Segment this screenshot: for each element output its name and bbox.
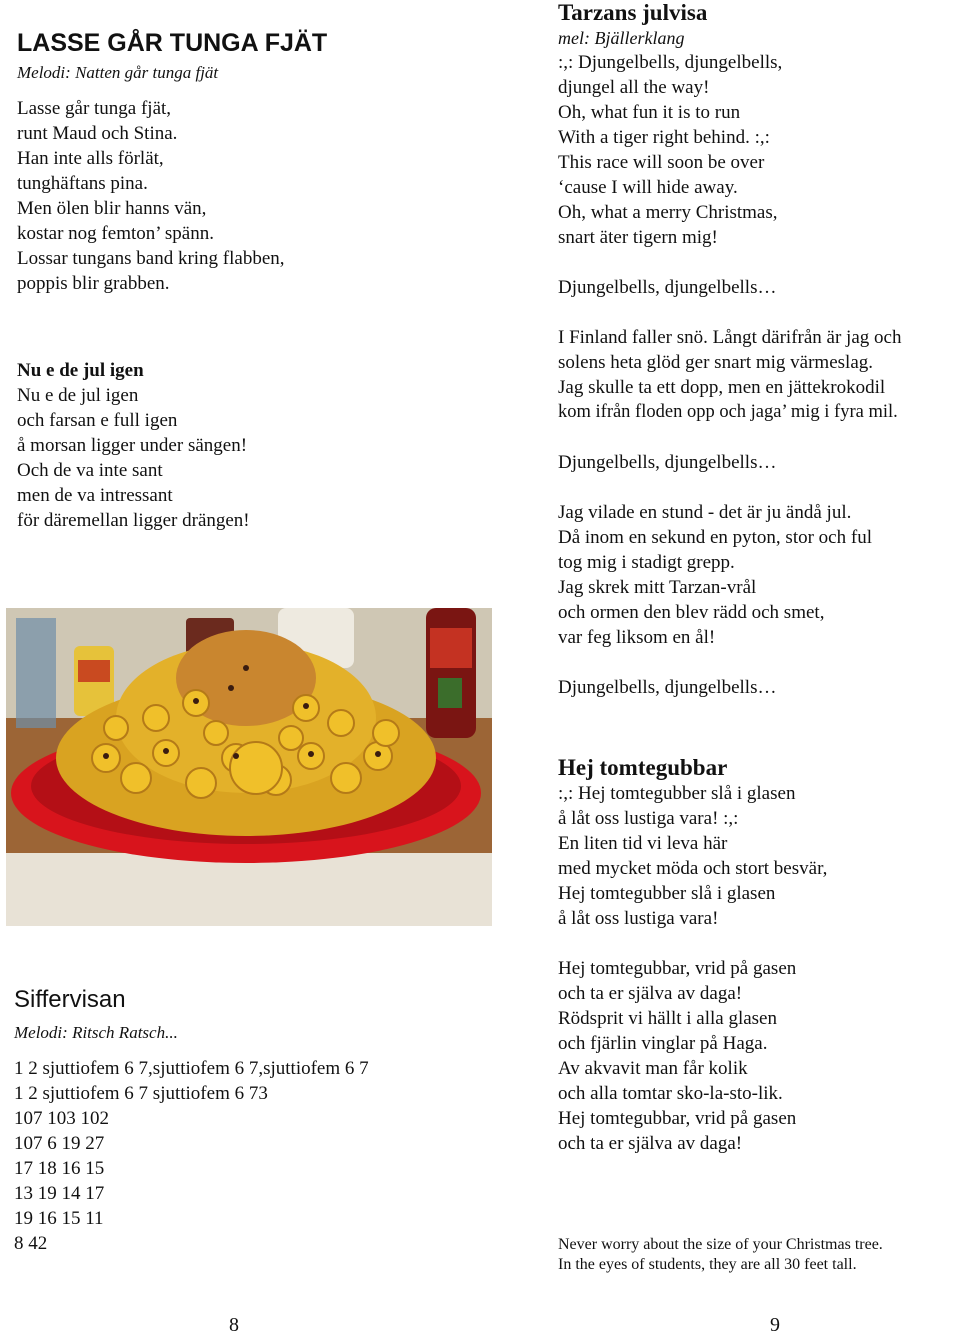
christmas-tree-quote (558, 1235, 883, 1275)
lyric-line: Då inom en sekund en pyton, stor och ful (558, 527, 872, 548)
lyric-line: Hej tomtegubber slå i glasen (558, 883, 776, 904)
lyric-line: Hej tomtegubbar, vrid på gasen (558, 958, 797, 979)
lyric-line: I Finland faller snö. Långt därifrån är jag och (558, 327, 902, 348)
lyric-line: och ormen den blev rädd och smet, (558, 602, 825, 623)
lyric-line: Rödsprit vi hällt i alla glasen (558, 1008, 777, 1029)
refrain-line: Djungelbells, djungelbells… (558, 452, 777, 473)
lyric-line: Jag vilade en stund - det är ju ändå jul. (558, 502, 852, 523)
lyric-line: Oh, what a merry Christmas, (558, 202, 778, 223)
song-siffervisan (14, 986, 369, 1256)
lyric-line: Han inte alls förlät, (17, 148, 164, 169)
song-nu-e-de-jul (17, 358, 250, 533)
lyric-line: 17 18 16 15 (14, 1158, 105, 1179)
lyric-line: och fjärlin vinglar på Haga. (558, 1033, 768, 1054)
song-title: LASSE GÅR TUNGA FJÄT (17, 29, 328, 57)
song-title: Tarzans julvisa (558, 0, 708, 25)
lyric-line: Nu e de jul igen (17, 385, 139, 406)
song-title: Siffervisan (14, 986, 126, 1013)
lyric-line: 8 42 (14, 1233, 48, 1254)
page-number: 8 (229, 1314, 239, 1336)
lyric-line: 19 16 15 11 (14, 1208, 104, 1229)
melody-note: mel: Bjällerklang (558, 28, 685, 48)
song-lasse (17, 28, 327, 296)
lyric-line: för däremellan ligger drängen! (17, 510, 250, 531)
lyric-line: Jag skrek mitt Tarzan-vrål (558, 577, 757, 598)
lyric-line: snart äter tigern mig! (558, 227, 718, 248)
song-title: Hej tomtegubbar (558, 755, 728, 780)
lyric-line: 107 6 19 27 (14, 1133, 105, 1154)
page-number: 9 (770, 1314, 780, 1336)
lyric-line: runt Maud och Stina. (17, 123, 178, 144)
lyric-line: kostar nog femton’ spänn. (17, 223, 214, 244)
melody-note: Melodi: Ritsch Ratsch... (14, 1023, 178, 1042)
quote-line: Never worry about the size of your Christmas tree. (558, 1236, 883, 1253)
lyric-line: :,: Hej tomtegubber slå i glasen (558, 783, 796, 804)
quote-line: In the eyes of students, they are all 30 feet tall. (558, 1256, 857, 1273)
lyric-line: Lasse går tunga fjät, (17, 98, 172, 119)
lyric-line: 1 2 sjuttiofem 6 7,sjuttiofem 6 7,sjuttiofem 6 7 (14, 1058, 369, 1079)
lyric-line: och alla tomtar sko-la-sto-lik. (558, 1083, 783, 1104)
lyric-line: 107 103 102 (14, 1108, 109, 1129)
lyric-line: var feg liksom en ål! (558, 627, 716, 648)
lyric-line: Och de va inte sant (17, 460, 163, 481)
lyric-line: With a tiger right behind. :,: (558, 127, 770, 148)
lyric-line: Men ölen blir hanns vän, (17, 198, 207, 219)
lyric-line: tog mig i stadigt grepp. (558, 552, 735, 573)
refrain-line: Djungelbells, djungelbells… (558, 277, 777, 298)
lyric-line: Lossar tungans band kring flabben, (17, 248, 285, 269)
lyric-line: å låt oss lustiga vara! :,: (558, 808, 739, 829)
lyric-line: Av akvavit man får kolik (558, 1058, 748, 1079)
melody-note: Melodi: Natten går tunga fjät (17, 63, 219, 82)
saffron-buns-photo (6, 608, 492, 926)
lyric-line: å låt oss lustiga vara! (558, 908, 719, 929)
lyric-line: tunghäftans pina. (17, 173, 148, 194)
lyric-line: å morsan ligger under sängen! (17, 435, 248, 456)
lyric-line: :,: Djungelbells, djungelbells, (558, 52, 783, 73)
lyric-line: och ta er själva av daga! (558, 983, 743, 1004)
lyric-line: och farsan e full igen (17, 410, 178, 431)
song-title: Nu e de jul igen (17, 360, 144, 381)
lyric-line: och ta er själva av daga! (558, 1133, 743, 1154)
lyric-line: Hej tomtegubbar, vrid på gasen (558, 1108, 797, 1129)
lyric-line: solens heta glöd ger snart mig värmeslag. (558, 352, 874, 373)
lyric-line: Jag skulle ta ett dopp, men en jättekrokodil (558, 377, 886, 398)
lyric-line: poppis blir grabben. (17, 273, 170, 294)
lyric-line: This race will soon be over (558, 152, 765, 173)
lyric-line: En liten tid vi leva här (558, 833, 728, 854)
song-tarzans-julvisa (558, 0, 901, 700)
lyric-line: med mycket möda och stort besvär, (558, 858, 828, 879)
lyric-line: 13 19 14 17 (14, 1183, 105, 1204)
lyric-line: 1 2 sjuttiofem 6 7 sjuttiofem 6 73 (14, 1083, 268, 1104)
song-hej-tomtegubbar (558, 755, 827, 1156)
lyric-line: men de va intressant (17, 485, 173, 506)
lyric-line: Oh, what fun it is to run (558, 102, 741, 123)
lyric-line: ‘cause I will hide away. (558, 177, 738, 198)
refrain-line: Djungelbells, djungelbells… (558, 677, 777, 698)
lyric-line: djungel all the way! (558, 77, 710, 98)
lyric-line: kom ifrån floden opp och jaga’ mig i fyra mil. (558, 402, 898, 422)
